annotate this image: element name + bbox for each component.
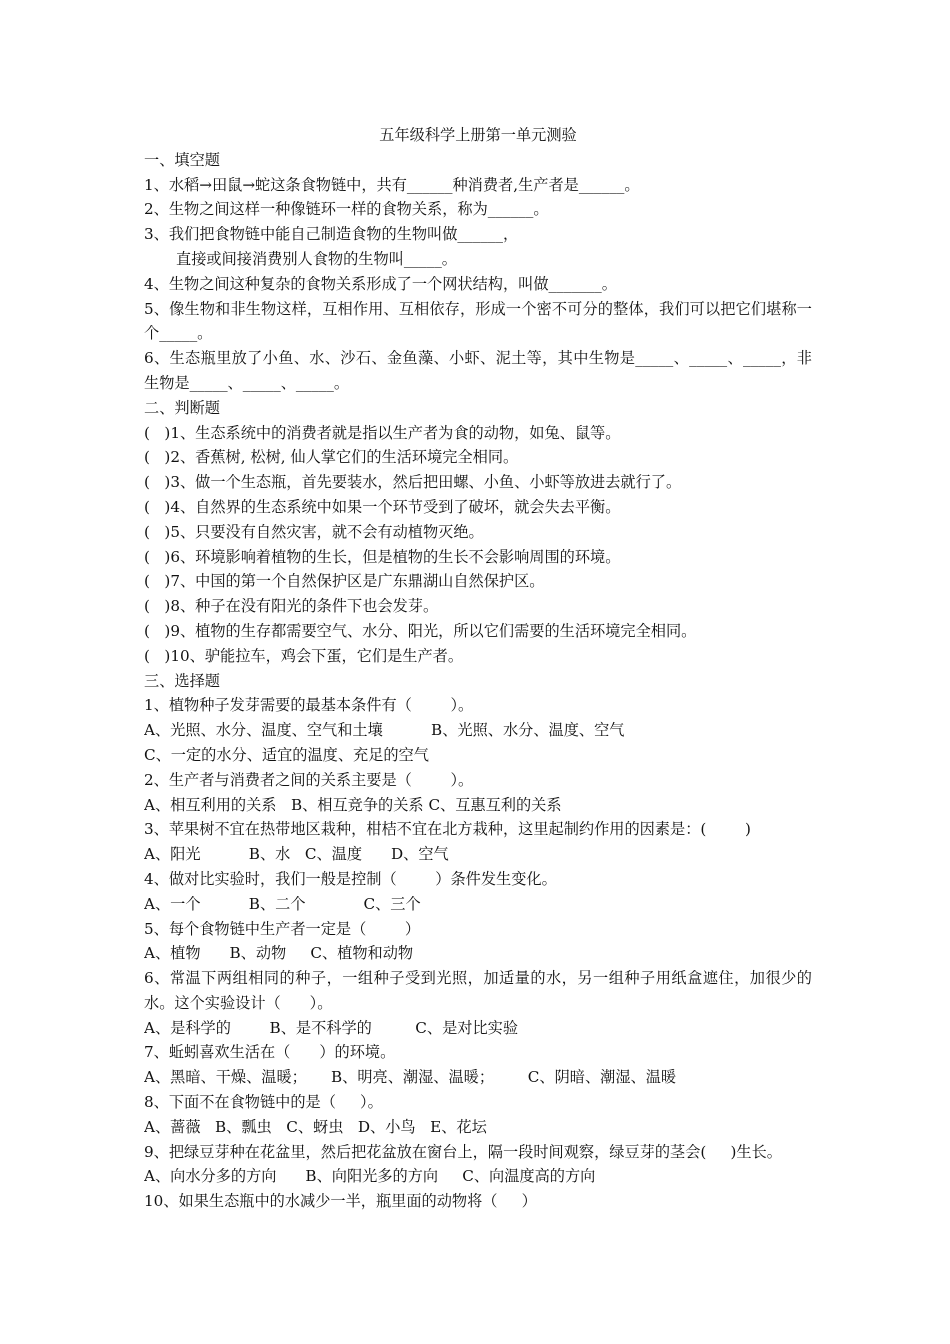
- question-line: 3、我们把食物链中能自己制造食物的生物叫做______，: [144, 225, 519, 244]
- question-line: 5、像生物和非生物这样，互相作用、互相依存，形成一个密不可分的整体，我们可以把它们堪称一个_____。: [144, 299, 812, 343]
- question-line: 3、苹果树不宜在热带地区栽种，柑桔不宜在北方栽种，这里起制约作用的因素是：( ): [144, 820, 751, 839]
- true-false-item: ( )10、驴能拉车，鸡会下蛋，它们是生产者。: [144, 646, 464, 665]
- question-line: 1、水稻→田鼠→蛇这条食物链中，共有______种消费者,生产者是______。: [144, 175, 640, 194]
- section-heading: 三、选择题: [144, 671, 220, 690]
- exam-title: 五年级科学上册第一单元测验: [379, 126, 577, 144]
- true-false-item: ( )3、做一个生态瓶，首先要装水，然后把田螺、小鱼、小虾等放进去就行了。: [144, 473, 682, 492]
- answer-options: A、向水分多的方向 B、向阳光多的方向 C、向温度高的方向: [144, 1167, 596, 1186]
- question-line: 6、常温下两组相同的种子，一组种子受到光照，加适量的水，另一组种子用纸盒遮住，加很少的水。这个实验设计（ ）。: [144, 969, 812, 1012]
- question-line: 直接或间接消费别人食物的生物叫_____。: [176, 249, 457, 268]
- question-line: 7、蚯蚓喜欢生活在（ ）的环境。: [144, 1043, 396, 1062]
- true-false-item: ( )1、生态系统中的消费者就是指以生产者为食的动物，如兔、鼠等。: [144, 423, 621, 442]
- true-false-item: ( )9、植物的生存都需要空气、水分、阳光，所以它们需要的生活环境完全相同。: [144, 621, 697, 640]
- true-false-item: ( )4、自然界的生态系统中如果一个环节受到了破坏，就会失去平衡。: [144, 497, 621, 516]
- answer-options: A、一个 B、二个 C、三个: [144, 894, 421, 913]
- question-line: 4、做对比实验时，我们一般是控制（ ）条件发生变化。: [144, 869, 557, 888]
- answer-options: A、植物 B、动物 C、植物和动物: [144, 944, 414, 963]
- true-false-item: ( )8、种子在没有阳光的条件下也会发芽。: [144, 597, 439, 616]
- answer-options: A、阳光 B、水 C、温度 D、空气: [144, 845, 449, 864]
- question-line: 2、生物之间这样一种像链环一样的食物关系，称为______。: [144, 200, 549, 219]
- true-false-item: ( )6、环境影响着植物的生长，但是植物的生长不会影响周围的环境。: [144, 547, 621, 566]
- answer-options: A、黑暗、干燥、温暖； B、明亮、潮湿、温暖； C、阴暗、潮湿、温暖: [144, 1068, 677, 1087]
- answer-options: A、相互利用的关系 B、相互竞争的关系 C、互惠互利的关系: [144, 795, 562, 814]
- section-heading: 一、填空题: [144, 150, 220, 169]
- answer-options: C、一定的水分、适宜的温度、充足的空气: [144, 745, 429, 764]
- true-false-item: ( )5、只要没有自然灾害，就不会有动植物灭绝。: [144, 522, 484, 541]
- question-line: 4、生物之间这种复杂的食物关系形成了一个网状结构，叫做_______。: [144, 274, 617, 293]
- question-line: 2、生产者与消费者之间的关系主要是（ ）。: [144, 770, 474, 789]
- question-line: 8、下面不在食物链中的是（ ）。: [144, 1093, 383, 1112]
- question-line: 5、每个食物链中生产者一定是（ ）: [144, 919, 421, 938]
- answer-options: A、蔷薇 B、瓢虫 C、蚜虫 D、小鸟 E、花坛: [144, 1117, 487, 1136]
- answer-options: A、是科学的 B、是不科学的 C、是对比实验: [144, 1018, 519, 1037]
- true-false-item: ( )2、香蕉树, 松树, 仙人掌它们的生活环境完全相同。: [144, 448, 519, 467]
- section-heading: 二、判断题: [144, 398, 220, 417]
- exam-body: [144, 148, 812, 1214]
- true-false-item: ( )7、中国的第一个自然保护区是广东鼎湖山自然保护区。: [144, 572, 545, 591]
- question-line: 6、生态瓶里放了小鱼、水、沙石、金鱼藻、小虾、泥土等，其中生物是_____、_____、_____，非生物是_____、_____、_____。: [144, 349, 812, 392]
- question-line: 10、如果生态瓶中的水减少一半，瓶里面的动物将（ ）: [144, 1192, 537, 1211]
- question-line: 1、植物种子发芽需要的最基本条件有（ ）。: [144, 696, 474, 715]
- question-line: 9、把绿豆芽种在花盆里，然后把花盆放在窗台上，隔一段时间观察，绿豆芽的茎会( )生长。: [144, 1142, 782, 1161]
- exam-page: [144, 123, 812, 1214]
- answer-options: A、光照、水分、温度、空气和土壤 B、光照、水分、温度、空气: [144, 721, 625, 740]
